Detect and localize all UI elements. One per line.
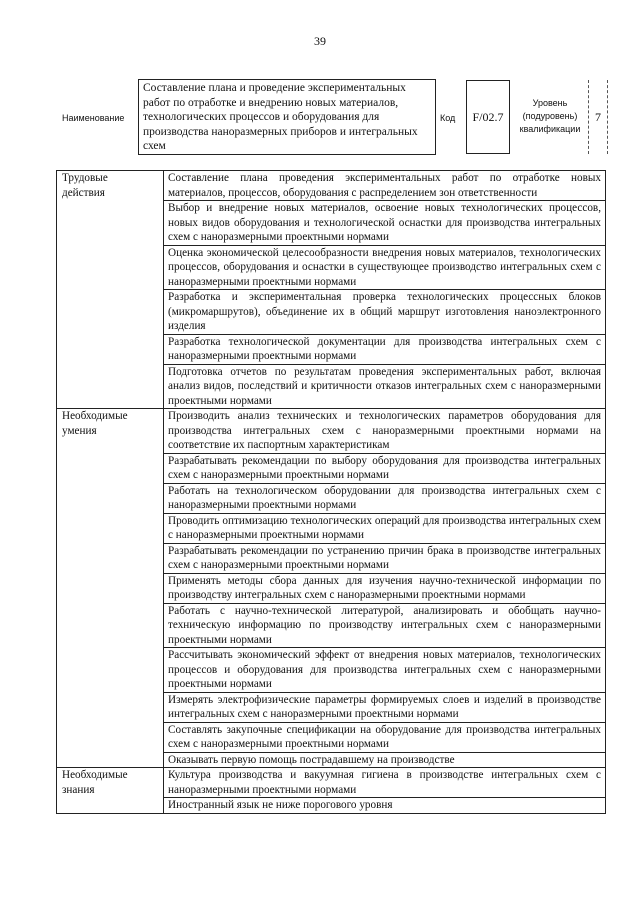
code-box xyxy=(466,80,510,154)
section-title xyxy=(57,171,164,409)
section-title-line1: Необходимые xyxy=(62,410,128,422)
level-value: 7 xyxy=(595,109,601,124)
table-row xyxy=(57,409,606,454)
section-title-line2: знания xyxy=(62,783,95,796)
level-label-line2: (подуровень) xyxy=(522,111,578,121)
table-cell-item: Разрабатывать рекомендации по устранению причин брака в производстве интегральных схем с наноразмерными проектными нормами xyxy=(164,543,606,573)
table-cell-item: Разработка и экспериментальная проверка технологических процессных блоков (микромаршрутов), объединение их в общий маршрут изготовления наноэлектронного изделия xyxy=(164,290,606,335)
table-cell-item: Разрабатывать рекомендации по выбору оборудования для производства интегральных схем с наноразмерными проектными нормами xyxy=(164,453,606,483)
table-cell-item: Подготовка отчетов по результатам проведения экспериментальных работ, включая анализ видов, последствий и критичности отказов интегральных схем с наноразмерными проектными нормами xyxy=(164,364,606,409)
section-title-line1: Трудовые xyxy=(62,172,108,184)
table-cell-item: Культура производства и вакуумная гигиена в производстве интегральных схем с наноразмерными проектными нормами xyxy=(164,768,606,798)
table-cell-item: Разработка технологической документации для производства интегральных схем с наноразмерными проектными нормами xyxy=(164,334,606,364)
competency-table-body xyxy=(57,171,606,814)
table-cell-item: Измерять электрофизические параметры формируемых слоев и изделий в производстве интегральных схем с наноразмерными проектными нормами xyxy=(164,692,606,722)
level-label-line3: квалификации xyxy=(519,124,581,134)
table-row xyxy=(57,171,606,201)
page-number: 39 xyxy=(314,34,326,48)
section-title xyxy=(57,409,164,768)
competency-table xyxy=(56,170,606,814)
level-label-line1: Уровень xyxy=(532,98,568,108)
code-value: F/02.7 xyxy=(472,109,504,124)
level-label xyxy=(514,97,586,136)
table-cell-item: Рассчитывать экономический эффект от внедрения новых материалов, технологических процессов и оборудования для производства интегральных схем с наноразмерными проектными нормами xyxy=(164,648,606,693)
section-title-line2: умения xyxy=(62,424,97,437)
code-label: Код xyxy=(440,113,456,123)
table-cell-item: Работать с научно-технической литературой, анализировать и обобщать научно-техническую информацию по производству интегральных схем с наноразмерными проектными нормами xyxy=(164,603,606,648)
name-label: Наименование xyxy=(62,113,125,123)
section-title-line2: действия xyxy=(62,186,105,199)
section-title xyxy=(57,768,164,814)
table-row xyxy=(57,768,606,798)
table-cell-item: Оценка экономической целесообразности внедрения новых материалов, технологических процессов, оборудования и оснастки в существующее производство интегральных схем с наноразмерными проектными нормами xyxy=(164,245,606,290)
table-cell-item: Оказывать первую помощь пострадавшему на производстве xyxy=(164,752,606,768)
table-cell-item: Составление плана проведения экспериментальных работ по отработке новых материалов, процессов, оборудования с распределением зон ответственности xyxy=(164,171,606,201)
section-title-line1: Необходимые xyxy=(62,769,128,781)
table-cell-item: Проводить оптимизацию технологических операций для производства интегральных схем с наноразмерными проектными нормами xyxy=(164,513,606,543)
level-box xyxy=(588,80,608,154)
table-cell-item: Применять методы сбора данных для изучения научно-технической информации по производству интегральных схем с наноразмерными проектными нормами xyxy=(164,573,606,603)
function-name-box: Составление плана и проведение экспериментальных работ по отработке и внедрению новых материалов, технологических процессов и оборудования для производства наноразмерных приборов и интегральных схем xyxy=(138,79,436,155)
table-cell-item: Составлять закупочные спецификации на оборудование для производства интегральных схем с наноразмерными проектными нормами xyxy=(164,722,606,752)
table-cell-item: Производить анализ технических и технологических параметров оборудования для производства интегральных схем с наноразмерными проектными нормами на соответствие их паспортным характеристикам xyxy=(164,409,606,454)
table-cell-item: Работать на технологическом оборудовании для производства интегральных схем с наноразмерными проектными нормами xyxy=(164,483,606,513)
table-cell-item: Выбор и внедрение новых материалов, освоение новых технологических процессов, новых видов оборудования и технологической оснастки для производства интегральных схем с наноразмерными проектными нормами xyxy=(164,201,606,246)
table-cell-item: Иностранный язык не ниже порогового уровня xyxy=(164,798,606,814)
